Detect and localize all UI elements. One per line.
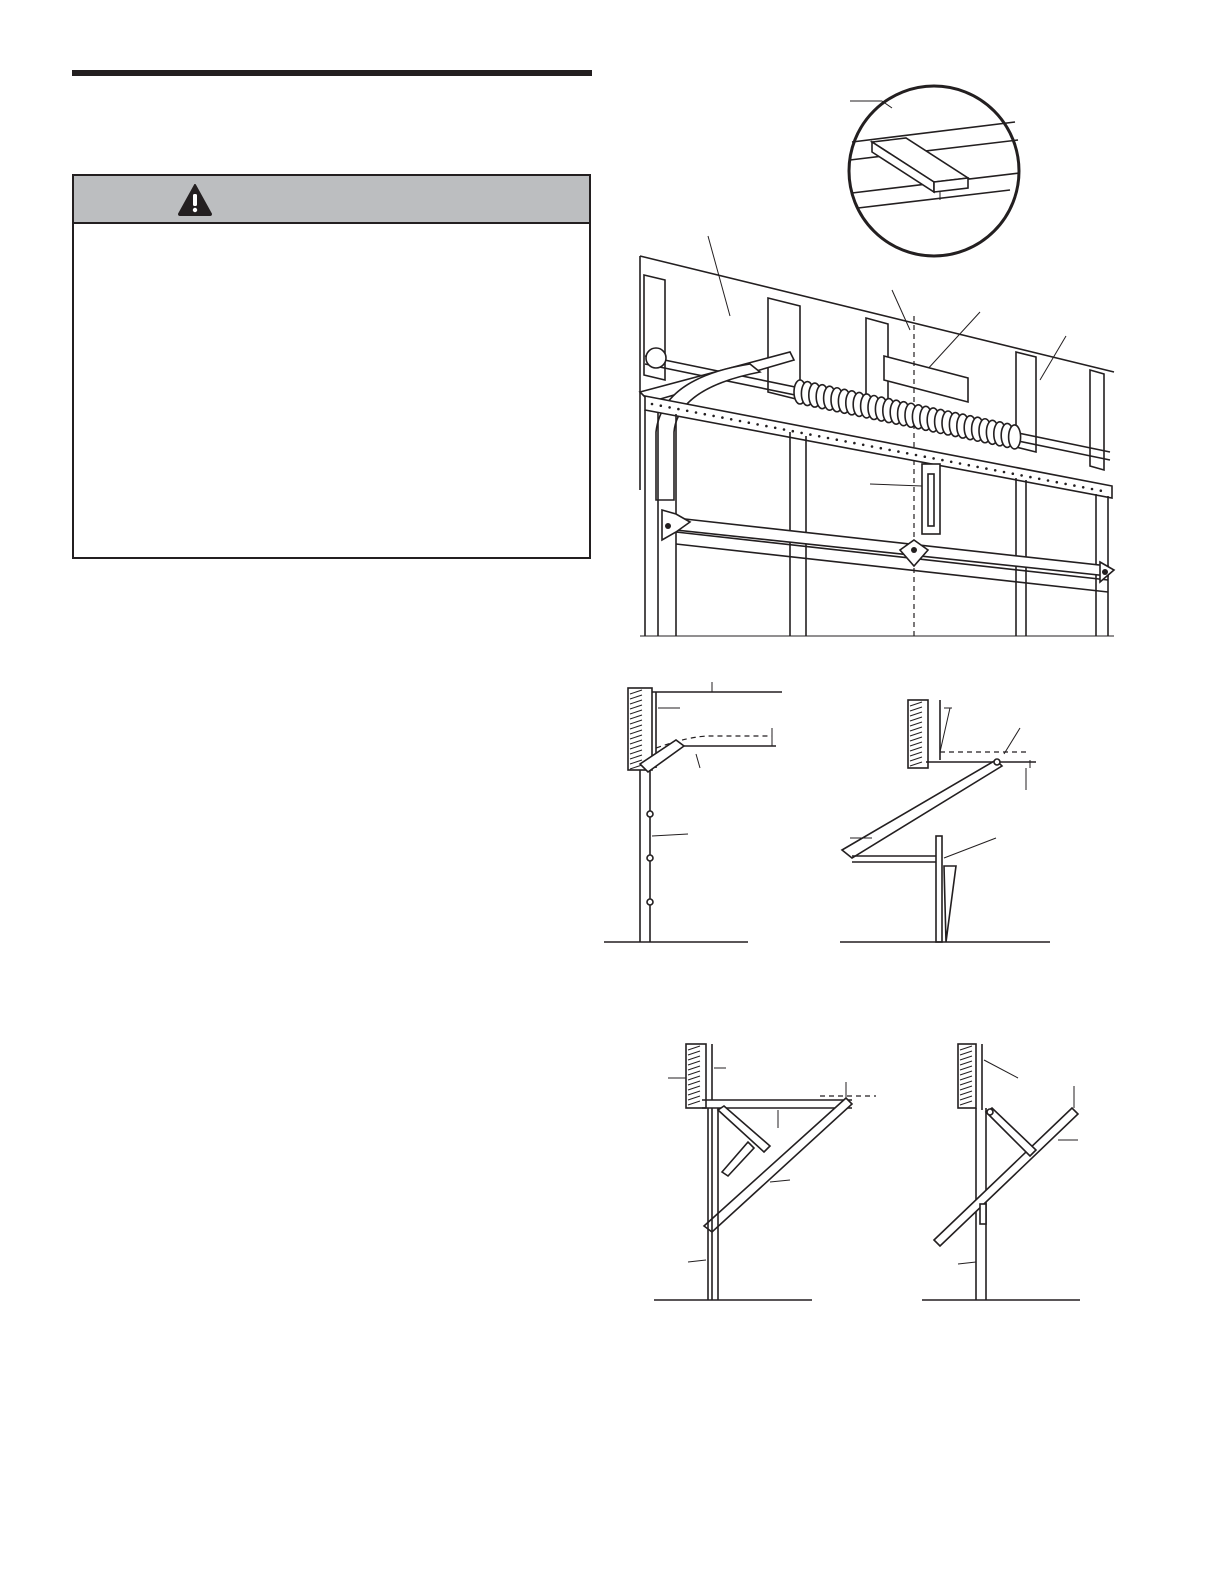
rail-hole bbox=[862, 444, 865, 447]
rail-hole bbox=[1100, 489, 1103, 492]
rail-hole bbox=[765, 425, 768, 428]
rail-hole bbox=[871, 445, 874, 448]
rail-hole bbox=[932, 457, 935, 460]
rail-hole bbox=[888, 449, 891, 452]
one-piece-door-track-open-figure bbox=[650, 1040, 880, 1305]
rail-hole bbox=[994, 469, 997, 472]
rail-hole bbox=[651, 403, 654, 406]
rail-hole bbox=[924, 455, 927, 458]
one-piece-door-track-closed-figure bbox=[600, 680, 790, 950]
rail-hole bbox=[1020, 474, 1023, 477]
door-bracket bbox=[870, 464, 940, 534]
rail-hole bbox=[950, 461, 953, 464]
rail-hole bbox=[748, 421, 751, 424]
rail-hole bbox=[739, 420, 742, 423]
rail-hole bbox=[1073, 484, 1076, 487]
rail-hole bbox=[704, 413, 707, 416]
rail-hole bbox=[915, 454, 918, 457]
rail-hole bbox=[721, 416, 724, 419]
rail-hole bbox=[880, 447, 883, 450]
rail-hole bbox=[1012, 472, 1015, 475]
rail-hole bbox=[730, 418, 733, 421]
rail-hole bbox=[906, 452, 909, 455]
rail-hole bbox=[1082, 486, 1085, 489]
rail-hole bbox=[1064, 483, 1067, 486]
one-piece-door-no-track-closed-figure bbox=[836, 690, 1056, 950]
rail-hole bbox=[774, 427, 777, 430]
rail-hole bbox=[844, 440, 847, 443]
rail-hole bbox=[968, 464, 971, 467]
spring-coil bbox=[1009, 425, 1021, 449]
rail-hole bbox=[677, 408, 680, 411]
rail-hole bbox=[800, 432, 803, 435]
rail-hole bbox=[756, 423, 759, 426]
detail-inset bbox=[849, 86, 1020, 256]
rail-hole bbox=[1047, 479, 1050, 482]
rail-hole bbox=[827, 437, 830, 440]
rail-hole bbox=[1038, 478, 1041, 481]
rail-hole bbox=[818, 435, 821, 438]
rail-hole bbox=[941, 459, 944, 462]
rail-hole bbox=[1091, 488, 1094, 491]
rail-hole bbox=[1003, 471, 1006, 474]
rail-hole bbox=[959, 462, 962, 465]
rail-hole bbox=[985, 467, 988, 470]
rail-hole bbox=[836, 438, 839, 441]
rail-hole bbox=[1056, 481, 1059, 484]
rail-hole bbox=[809, 433, 812, 436]
rail-hole bbox=[668, 406, 671, 409]
rail-hole bbox=[660, 404, 663, 407]
rail-hole bbox=[783, 428, 786, 431]
rail-hole bbox=[695, 411, 698, 414]
one-piece-door-no-track-open-figure bbox=[918, 1040, 1088, 1305]
rail-hole bbox=[686, 410, 689, 413]
rail-hole bbox=[1029, 476, 1032, 479]
rail-hole bbox=[976, 466, 979, 469]
rail-hole bbox=[792, 430, 795, 433]
rail-hole bbox=[712, 415, 715, 418]
rail-hole bbox=[897, 450, 900, 453]
header-bracket-mounting-figure bbox=[0, 0, 1224, 660]
rail-hole bbox=[853, 442, 856, 445]
header-bracket-block bbox=[884, 356, 968, 402]
